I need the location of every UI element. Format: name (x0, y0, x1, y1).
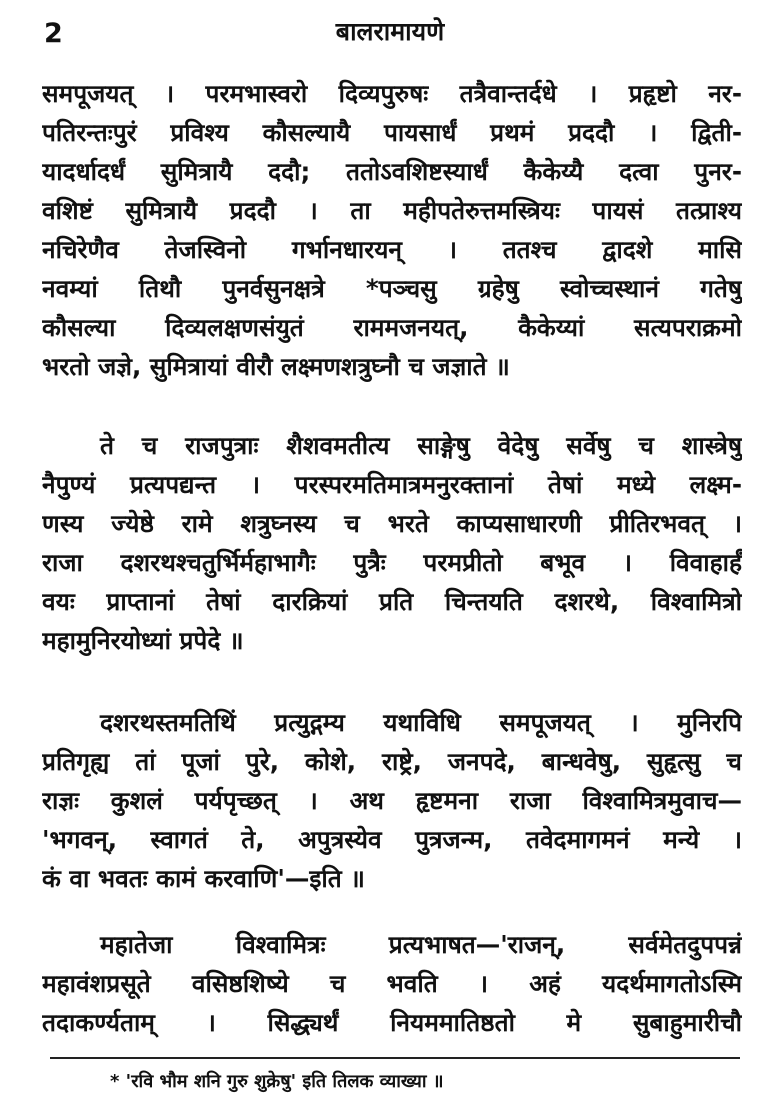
text-line: समपूजयत् । परमभास्वरो दिव्यपुरुषः तत्रैवान्तर्दधे । प्रहृष्टो नर- (42, 79, 742, 108)
footnote: * 'रवि भौम शनि गुरु शुक्रेषु' इति तिलक व्याख्या ॥ (110, 1071, 444, 1092)
text-line: कं वा भवतः कामं करवाणि'—इति ॥ (42, 864, 365, 893)
text-line: नवम्यां तिथौ पुनर्वसुनक्षत्रे *पञ्चसु ग्रहेषु स्वोच्चस्थानं गतेषु (42, 274, 742, 303)
text-line: पतिरन्तःपुरं प्रविश्य कौसल्यायै पायसार्धं प्रथमं प्रददौ । द्विती- (42, 118, 742, 147)
text-line: यादर्धादर्धं सुमित्रायै ददौ; ततोऽवशिष्टस्यार्धं कैकेय्यै दत्वा पुनर- (42, 157, 742, 186)
text-line: कौसल्या दिव्यलक्षणसंयुतं राममजनयत्, कैकेय्यां सत्यपराक्रमो (42, 313, 742, 342)
text-line: नैपुण्यं प्रत्यपद्यन्त । परस्परमतिमात्रमनुरक्तानां तेषां मध्ये लक्ष्म- (42, 470, 742, 499)
text-line: महातेजा विश्वामित्रः प्रत्यभाषत—'राजन्, सर्वमेतदुपपन्नं (100, 930, 742, 959)
text-line: भरतो जज्ञे, सुमित्रायां वीरौ लक्ष्मणशत्रुघ्नौ च जज्ञाते ॥ (42, 352, 510, 381)
text-line: राज्ञः कुशलं पर्यपृच्छत् । अथ हृष्टमना राजा विश्वामित्रमुवाच— (42, 786, 742, 815)
paragraph-2 (42, 426, 742, 660)
paragraph-1 (42, 74, 742, 386)
text-line: दशरथस्तमतिथिं प्रत्युद्गम्य यथाविधि समपूजयत् । मुनिरपि (100, 708, 742, 737)
text-line: तदाकर्ण्यताम् । सिद्ध्यर्थं नियममातिष्ठतो मे सुबाहुमारीचौ (42, 1008, 742, 1037)
text-line: वयः प्राप्तानां तेषां दारक्रियां प्रति चिन्तयति दशरथे, विश्वामित्रो (42, 587, 742, 616)
running-title: बालरामायणे (335, 17, 445, 46)
text-line: वशिष्टं सुमित्रायै प्रददौ । ता महीपतेरुत्तमस्त्रियः पायसं तत्प्राश्य (42, 196, 742, 225)
text-line: 'भगवन्, स्वागतं ते, अपुत्रस्येव पुत्रजन्म, तवेदमागमनं मन्ये । (42, 825, 742, 854)
text-line: प्रतिगृह्य तां पूजां पुरे, कोशे, राष्ट्रे, जनपदे, बान्धवेषु, सुहृत्सु च (42, 747, 742, 776)
paragraph-4 (42, 925, 742, 1042)
text-line: णस्य ज्येष्ठे रामे शत्रुघ्नस्य च भरते काप्यसाधारणी प्रीतिरभवत् । (42, 509, 742, 538)
footnote-divider (50, 1057, 740, 1059)
text-line: ते च राजपुत्राः शैशवमतीत्य साङ्गेषु वेदेषु सर्वेषु च शास्त्रेषु (100, 431, 742, 460)
page-number: 2 (44, 18, 63, 49)
paragraph-3 (42, 703, 742, 898)
text-line: राजा दशरथश्चतुर्भिर्महाभागैः पुत्रैः परमप्रीतो बभूव । विवाहार्हं (42, 548, 742, 577)
text-line: नचिरेणैव तेजस्विनो गर्भानधारयन् । ततश्च द्वादशे मासि (42, 235, 742, 264)
text-line: महावंशप्रसूते वसिष्ठशिष्ये च भवति । अहं यदर्थमागतोऽस्मि (42, 969, 742, 998)
text-line: महामुनिरयोध्यां प्रपेदे ॥ (42, 626, 244, 655)
